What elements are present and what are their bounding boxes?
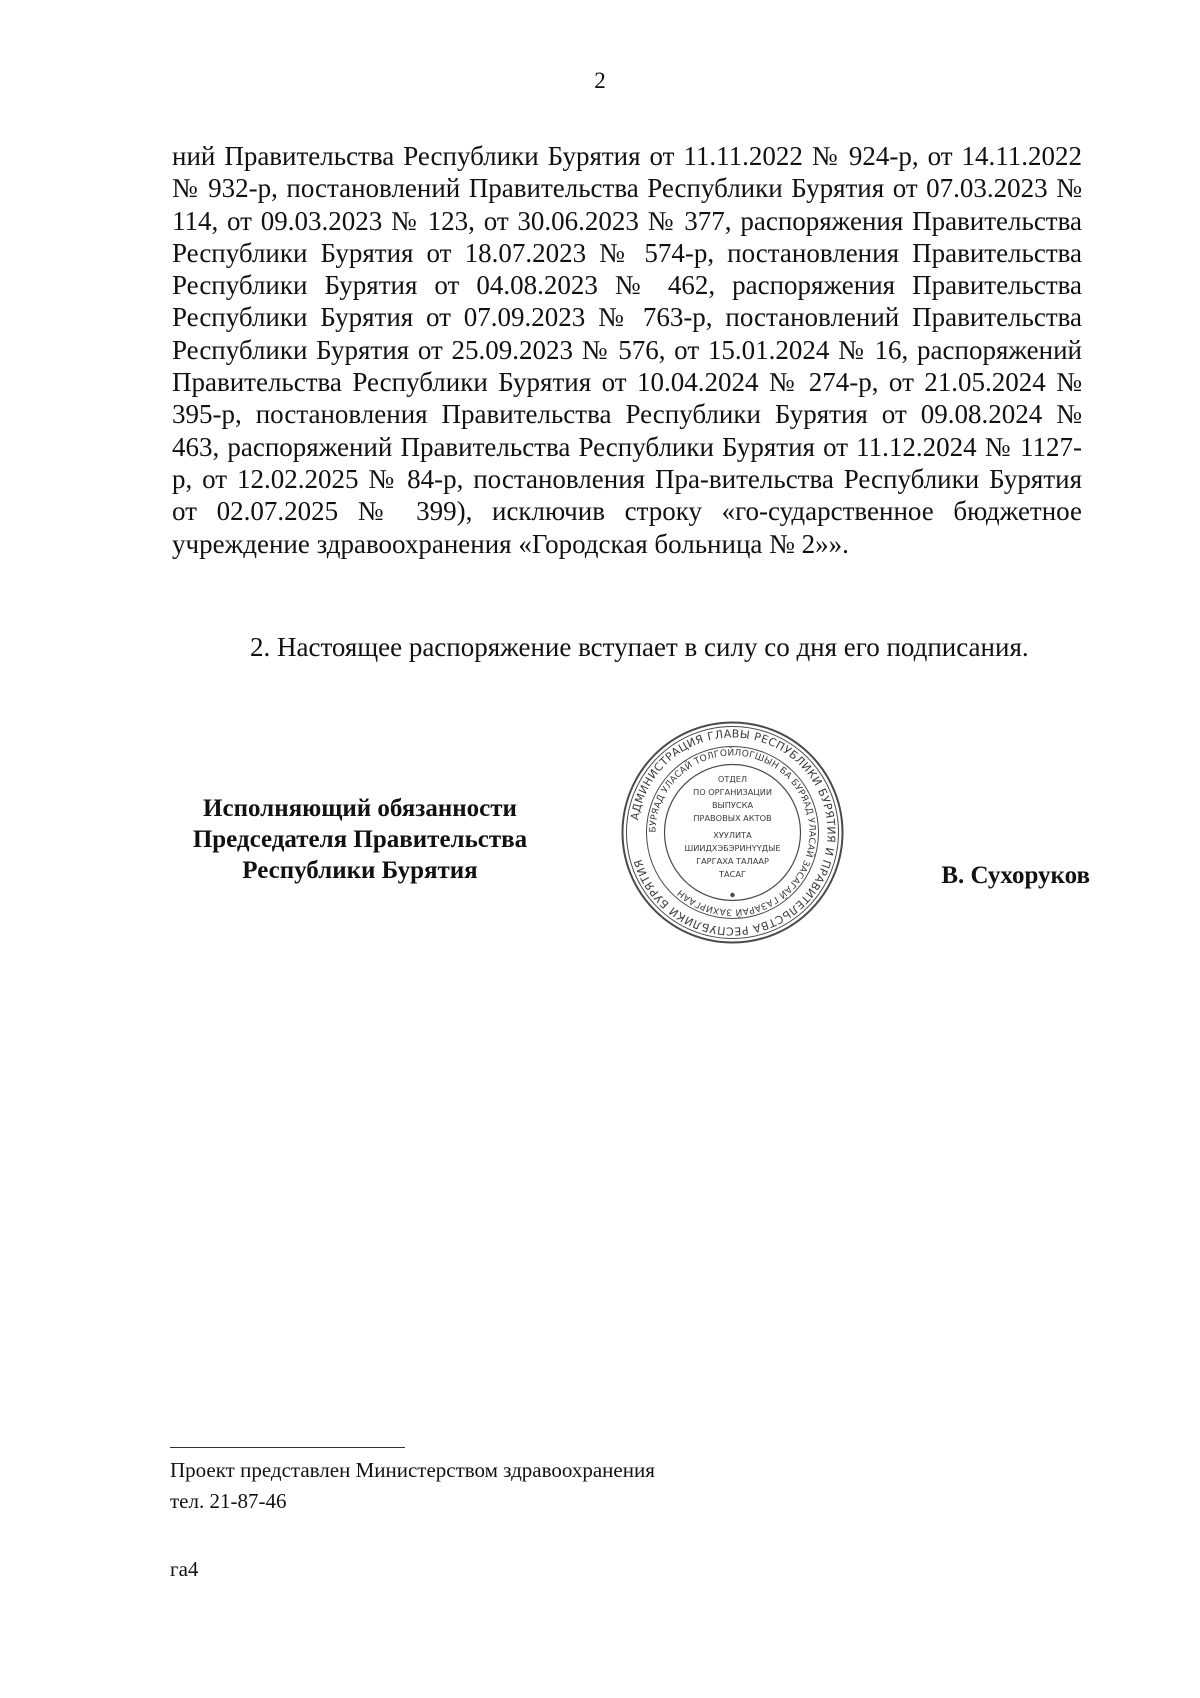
footnote-divider [170,1447,405,1448]
body-paragraph: ний Правительства Республики Бурятия от 11.11.2022 № 924-р, от 14.11.2022 № 932-р, постановлений Правительства Республики Бурятия от 07.03.2023 № 114, от 09.03.2023 № 123, от 30.06.2023 № 377, распоряжения Правительства Республики Бурятия от 18.07.2023 № 574-р, постановления Правительства Республики Бурятия от 04.08.2023 № 462, распоряжения Правительства Республики Бурятия от 07.09.2023 № 763-р, постановлений Правительства Республики Бурятия от 25.09.2023 № 576, от 15.01.2024 № 16, распоряжений Правительства Республики Бурятия от 10.04.2024 № 274-р, от 21.05.2024 № 395-р, постановления Правительства Республики Бурятия от 09.08.2024 № 463, распоряжений Правительства Республики Бурятия от 11.12.2024 № 1127-р, от 12.02.2025 № 84-р, постановления Пра-вительства Республики Бурятия от 02.07.2025 № 399), исключив строку «го-сударственное бюджетное учреждение здравоохранения «Городская больница № 2»». [172,141,1082,559]
footnote-phone-line: тел. 21-87-46 [170,1489,287,1513]
seal-inner-text-path: БУРЯАД УЛАСАЙ ТОЛГОЙЛОГШЫН БА БУРЯАД УЛАСАЙ ЗАСАГАЙ ГАЗАРАЙ ЗАХИРГААН [648,748,817,917]
signatory-position-line-2: Председателя Правительства [192,826,528,853]
seal-center-text [684,774,780,879]
seal-center-line: ШИИДХЭБЭРИНҮҮДЫЕ [684,843,781,853]
signatory-position-line-3: Республики Бурятия [242,857,478,884]
seal-center-line: ХУУЛИТА [713,830,752,840]
seal-center-line: ТАСАГ [719,869,746,879]
executor-code: га4 [170,1557,199,1581]
seal-center-line: ПРАВОВЫХ АКТОВ [693,813,772,823]
seal-center-line: ВЫПУСКА [711,800,754,810]
footnote-project-line: Проект представлен Министерством здравоохранения [170,1458,655,1482]
official-seal-stamp [620,720,845,945]
signatory-position [140,793,580,886]
signatory-position-line-1: Исполняющий обязанности [203,795,517,822]
signatory-name: В. Сухоруков [941,862,1090,889]
clause-2-paragraph: 2. Настоящее распоряжение вступает в силу со дня его подписания. [250,632,1029,662]
seal-center-line: ОТДЕЛ [717,774,748,784]
seal-center-line: ГАРГАХА ТАЛААР [696,856,769,866]
seal-center-line: ПО ОРГАНИЗАЦИИ [693,787,772,797]
seal-star-icon [730,893,734,897]
page-number: 2 [594,68,606,93]
footnote [170,1455,870,1517]
seal-outer-text-path: АДМИНИСТРАЦИЯ ГЛАВЫ РЕСПУБЛИКИ БУРЯТИЯ И ПРАВИТЕЛЬСТВА РЕСПУБЛИКИ БУРЯТИЯ [628,727,838,938]
